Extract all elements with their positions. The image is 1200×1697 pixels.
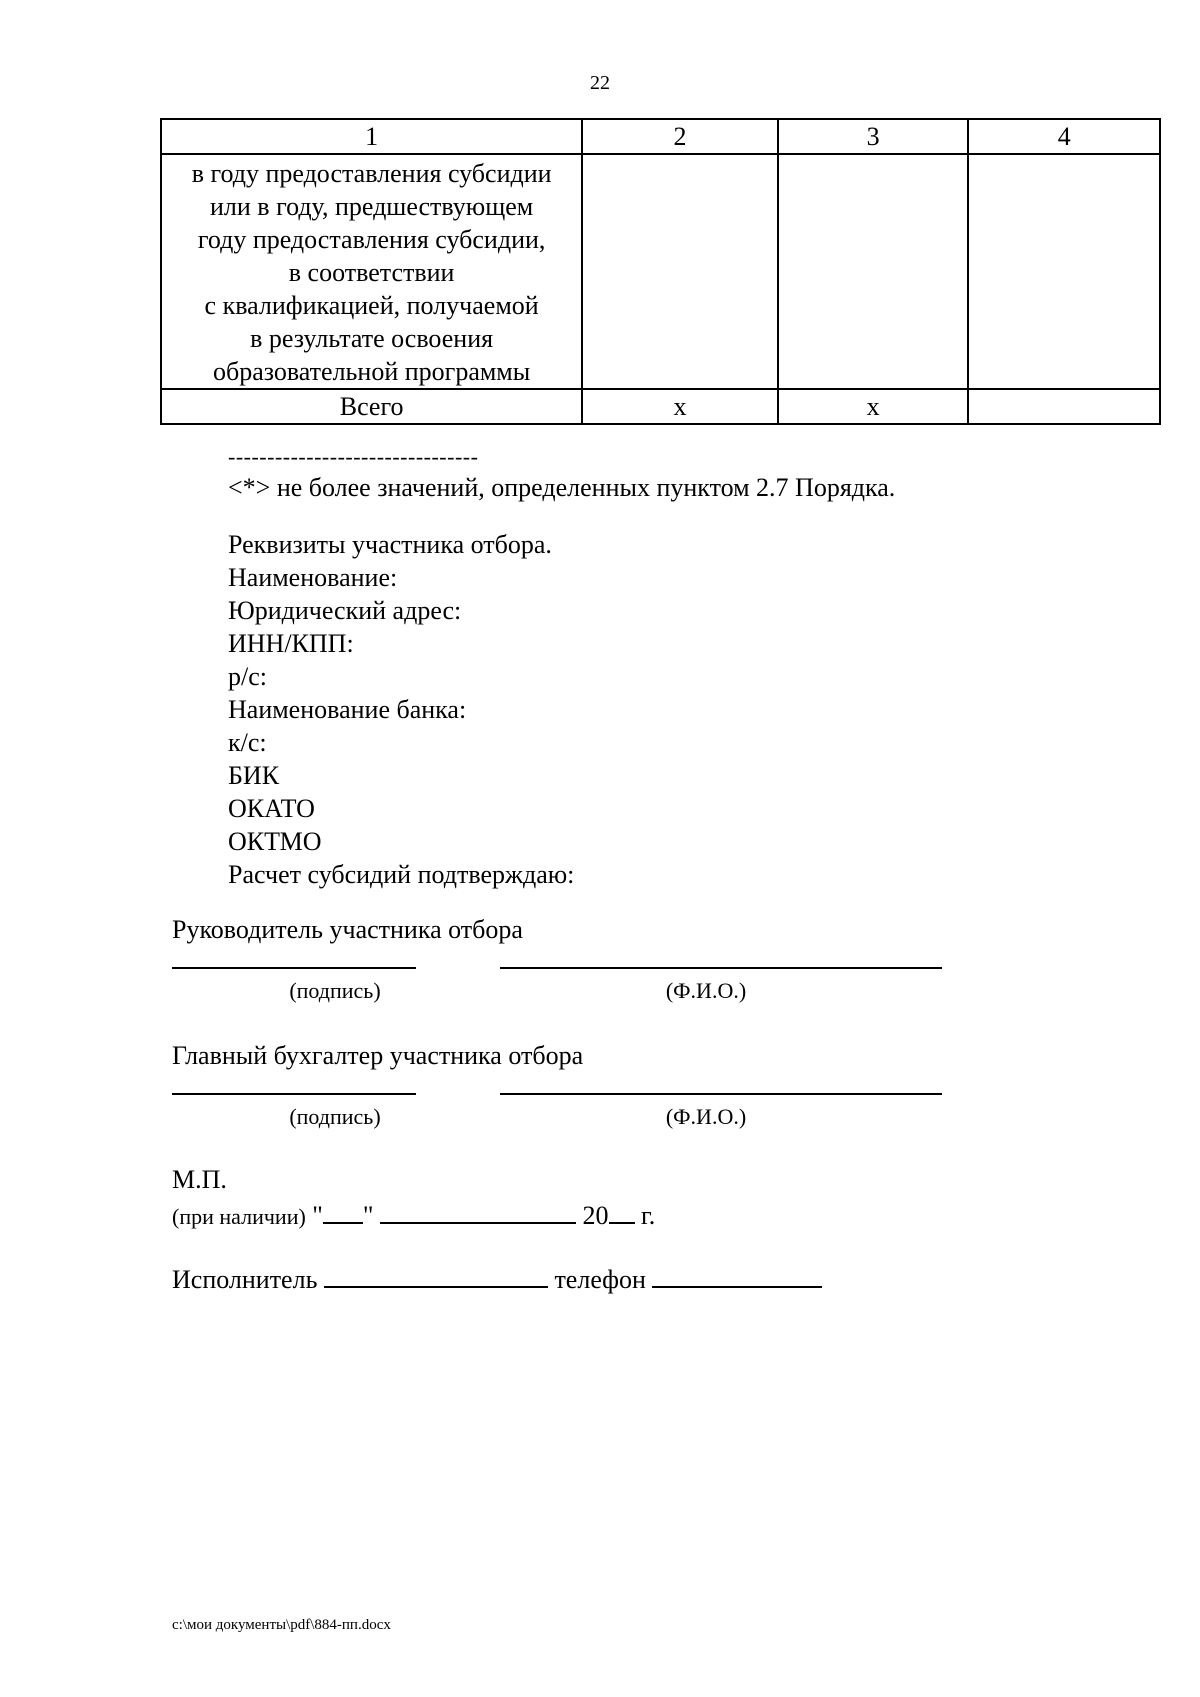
month-blank xyxy=(380,1200,576,1224)
file-path: c:\мои документы\pdf\884-пп.docx xyxy=(172,1617,391,1633)
year-suffix: г. xyxy=(641,1201,656,1230)
requisite-item: ИНН/КПП: xyxy=(228,629,354,658)
total-cell-2: x xyxy=(582,389,778,424)
table-cell-description xyxy=(161,154,582,389)
requisite-item: Наименование: xyxy=(228,563,398,592)
description-line: или в году, предшествующем xyxy=(209,192,534,221)
quote-close: " xyxy=(362,1201,374,1230)
accountant-signature-line xyxy=(172,1093,416,1095)
footnote-rule: -------------------------------- xyxy=(228,444,479,469)
accountant-signature-caption: (подпись) xyxy=(289,1104,381,1129)
table-total-row xyxy=(161,389,1160,424)
requisite-item: ОКТМО xyxy=(228,827,322,856)
total-label: Всего xyxy=(161,389,582,424)
requisites-title: Реквизиты участника отбора. xyxy=(228,530,552,559)
executor-line xyxy=(172,1264,822,1295)
table-cell-empty xyxy=(582,154,778,389)
description-line: в соответствии xyxy=(288,258,455,287)
table-header-row xyxy=(161,119,1160,154)
requisite-item: к/с: xyxy=(228,728,267,757)
stamp-note: (при наличии) xyxy=(172,1204,306,1229)
page-number: 22 xyxy=(590,72,610,94)
footnote-text: <*> не более значений, определенных пунктом 2.7 Порядка. xyxy=(228,473,896,502)
year-prefix: 20 xyxy=(582,1201,609,1230)
table-header-cell-4: 4 xyxy=(968,119,1160,154)
accountant-title: Главный бухгалтер участника отбора xyxy=(172,1041,584,1070)
description-line: в результате освоения xyxy=(250,324,494,353)
table-cell-empty xyxy=(778,154,969,389)
total-cell-4 xyxy=(968,389,1160,424)
description-line: образовательной программы xyxy=(212,357,531,386)
phone-blank xyxy=(652,1264,822,1288)
accountant-name-line xyxy=(500,1093,942,1095)
subsidy-table xyxy=(160,118,1161,425)
year-blank xyxy=(609,1200,635,1224)
quote-open: " xyxy=(312,1201,323,1230)
stamp-mark: М.П. xyxy=(172,1165,227,1194)
table-header-cell-3: 3 xyxy=(778,119,969,154)
requisites-list xyxy=(228,528,574,891)
table-header-cell-2: 2 xyxy=(582,119,778,154)
head-name-line xyxy=(500,967,942,969)
requisite-item: Расчет субсидий подтверждаю: xyxy=(228,860,575,889)
table-row xyxy=(161,154,1160,389)
head-name-caption: (Ф.И.О.) xyxy=(665,978,747,1003)
date-line xyxy=(172,1200,655,1231)
description-line: в году предоставления субсидии xyxy=(191,159,552,188)
head-title: Руководитель участника отбора xyxy=(172,915,523,944)
accountant-name-caption: (Ф.И.О.) xyxy=(665,1104,747,1129)
table-header-cell-1: 1 xyxy=(161,119,582,154)
requisite-item: Наименование банка: xyxy=(228,695,467,724)
description-line: году предоставления субсидии, xyxy=(197,225,546,254)
requisite-item: р/с: xyxy=(228,662,267,691)
executor-label: Исполнитель xyxy=(172,1265,318,1294)
day-blank xyxy=(323,1200,363,1224)
requisite-item: БИК xyxy=(228,761,280,790)
description-line: с квалификацией, получаемой xyxy=(204,291,539,320)
executor-blank xyxy=(324,1264,548,1288)
total-cell-3: x xyxy=(778,389,969,424)
phone-label: телефон xyxy=(554,1265,646,1294)
requisite-item: ОКАТО xyxy=(228,794,315,823)
head-signature-line xyxy=(172,967,416,969)
requisite-item: Юридический адрес: xyxy=(228,596,462,625)
table-cell-empty xyxy=(968,154,1160,389)
head-signature-caption: (подпись) xyxy=(289,978,381,1003)
